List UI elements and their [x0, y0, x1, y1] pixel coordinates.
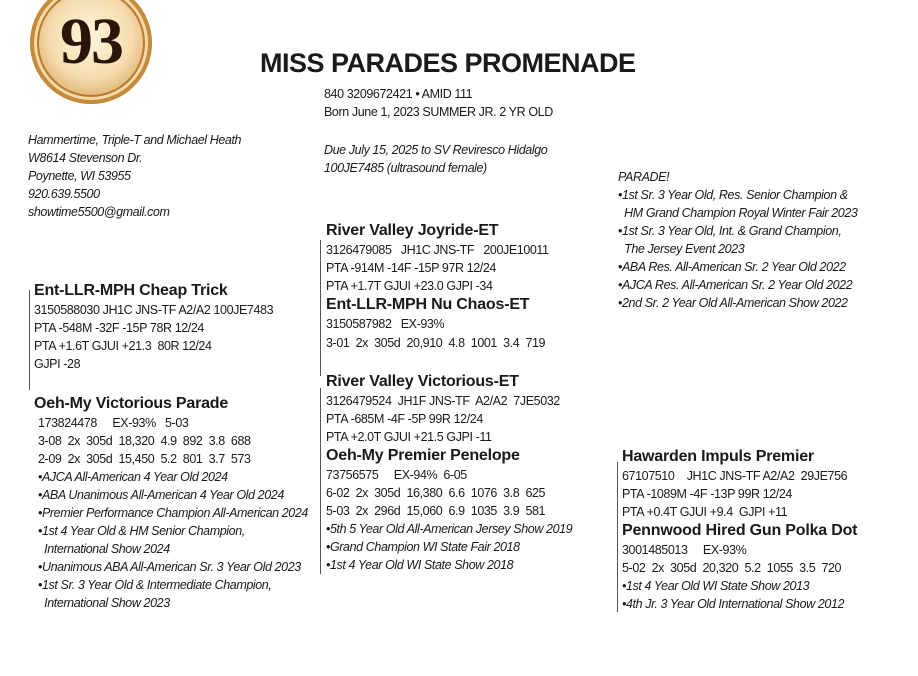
right-dam-line: 3001485013 EX-93%: [622, 543, 747, 557]
sire-dam-line: 3150587982 EX-93%: [326, 317, 445, 331]
pedigree-bracket: [320, 388, 321, 574]
achievement: •Unanimous ABA All-American Sr. 3 Year Old 2023: [38, 560, 301, 574]
dam-sire-dam-line: 73756575 EX-94% 6-05: [326, 468, 467, 482]
achievement: •1st 4 Year Old WI State Show 2018: [326, 558, 514, 572]
dam-sire-dam-line: 6-02 2x 305d 16,380 6.6 1076 3.8 625: [326, 486, 546, 500]
lot-number: 93: [60, 5, 122, 78]
achievement: •1st 4 Year Old & HM Senior Champion,: [38, 524, 245, 538]
sire-of-dam-line: PTA -548M -32F -15P 78R 12/24: [34, 321, 204, 335]
due-block: [324, 141, 547, 177]
achievement: •1st Sr. 3 Year Old & Intermediate Champion,: [38, 578, 272, 592]
achievement: HM Grand Champion Royal Winter Fair 2023: [618, 206, 858, 220]
achievement: •1st 4 Year Old WI State Show 2013: [622, 579, 810, 593]
achievement: •ABA Res. All-American Sr. 2 Year Old 2022: [618, 260, 846, 274]
right-sire-name: Hawarden Impuls Premier: [622, 448, 814, 465]
sire-block: [326, 221, 549, 352]
dam-block: [34, 394, 308, 612]
animal-born: Born June 1, 2023 SUMMER JR. 2 YR OLD: [324, 105, 553, 119]
due-date: Due July 15, 2025 to SV Reviresco Hidalgo: [324, 143, 548, 157]
consignor-email: showtime5500@gmail.com: [28, 205, 170, 219]
pedigree-bracket: [29, 290, 30, 390]
animal-name: MISS PARADES PROMENADE: [260, 48, 636, 78]
dam-sire-line: PTA +2.0T GJUI +21.5 GJPI -11: [326, 430, 492, 444]
sire-dam-line: 3-01 2x 305d 20,910 4.8 1001 3.4 719: [326, 336, 546, 350]
animal-ids-block: [324, 85, 553, 121]
animal-ids: 840 3209672421 • AMID 111: [324, 87, 473, 101]
achievement: •4th Jr. 3 Year Old International Show 2012: [622, 597, 845, 611]
achievement: •Grand Champion WI State Fair 2018: [326, 540, 520, 554]
sire-line: PTA +1.7T GJUI +23.0 GJPI -34: [326, 279, 493, 293]
dam-line: 3-08 2x 305d 18,320 4.9 892 3.8 688: [38, 434, 251, 448]
dam-line: 173824478 EX-93% 5-03: [38, 416, 189, 430]
dam-sire-name: River Valley Victorious-ET: [326, 373, 519, 390]
dam-sire-block: [326, 372, 572, 574]
achievement: International Show 2023: [38, 596, 170, 610]
sire-of-dam-line: PTA +1.6T GJUI +21.3 80R 12/24: [34, 339, 212, 353]
achievement: The Jersey Event 2023: [618, 242, 745, 256]
dam-name: Oeh-My Victorious Parade: [34, 395, 229, 412]
dam-line: 2-09 2x 305d 15,450 5.2 801 3.7 573: [38, 452, 251, 466]
consignor-phone: 920.639.5500: [28, 187, 100, 201]
achievement: •5th 5 Year Old All-American Jersey Show 2019: [326, 522, 573, 536]
achievement: •ABA Unanimous All-American 4 Year Old 2024: [38, 488, 284, 502]
achievement: •2nd Sr. 2 Year Old All-American Show 2022: [618, 296, 848, 310]
achievement: International Show 2024: [38, 542, 170, 556]
dam-sire-line: PTA -685M -4F -5P 99R 12/24: [326, 412, 483, 426]
right-sire-line: PTA +0.4T GJUI +9.4 GJPI +11: [622, 505, 788, 519]
pedigree-bracket: [617, 462, 618, 612]
right-sire-block: [622, 447, 857, 613]
sire-line: PTA -914M -14F -15P 97R 12/24: [326, 261, 496, 275]
parade-achievements: [618, 168, 857, 312]
right-dam-line: 5-02 2x 305d 20,320 5.2 1055 3.5 720: [622, 561, 842, 575]
consignor-address: W8614 Stevenson Dr.: [28, 151, 143, 165]
dam-sire-line: 3126479524 JH1F JNS-TF A2/A2 7JE5032: [326, 394, 560, 408]
sire-of-dam-line: GJPI -28: [34, 357, 81, 371]
due-note: 100JE7485 (ultrasound female): [324, 161, 487, 175]
sire-dam-name: Ent-LLR-MPH Nu Chaos-ET: [326, 296, 530, 313]
sire-of-dam-line: 3150588030 JH1C JNS-TF A2/A2 100JE7483: [34, 303, 274, 317]
sire-line: 3126479085 JH1C JNS-TF 200JE10011: [326, 243, 549, 257]
right-sire-line: 67107510 JH1C JNS-TF A2/A2 29JE756: [622, 469, 848, 483]
sire-of-dam-name: Ent-LLR-MPH Cheap Trick: [34, 282, 228, 299]
pedigree-bracket: [320, 240, 321, 376]
dam-sire-dam-name: Oeh-My Premier Penelope: [326, 447, 520, 464]
achievement: •AJCA Res. All-American Sr. 2 Year Old 2022: [618, 278, 853, 292]
right-dam-name: Pennwood Hired Gun Polka Dot: [622, 522, 858, 539]
parade-heading: PARADE!: [618, 170, 670, 184]
achievement: •AJCA All-American 4 Year Old 2024: [38, 470, 228, 484]
right-sire-line: PTA -1089M -4F -13P 99R 12/24: [622, 487, 792, 501]
consignor-city: Poynette, WI 53955: [28, 169, 131, 183]
consignor-block: [28, 131, 241, 221]
lot-number-badge: [30, 0, 152, 104]
sire-name: River Valley Joyride-ET: [326, 222, 499, 239]
sire-of-dam-block: [34, 281, 273, 373]
achievement: •1st Sr. 3 Year Old, Int. & Grand Champion,: [618, 224, 842, 238]
achievement: •Premier Performance Champion All-American 2024: [38, 506, 308, 520]
achievement: •1st Sr. 3 Year Old, Res. Senior Champion &: [618, 188, 848, 202]
consignor-name: Hammertime, Triple-T and Michael Heath: [28, 133, 242, 147]
dam-sire-dam-line: 5-03 2x 296d 15,060 6.9 1035 3.9 581: [326, 504, 546, 518]
